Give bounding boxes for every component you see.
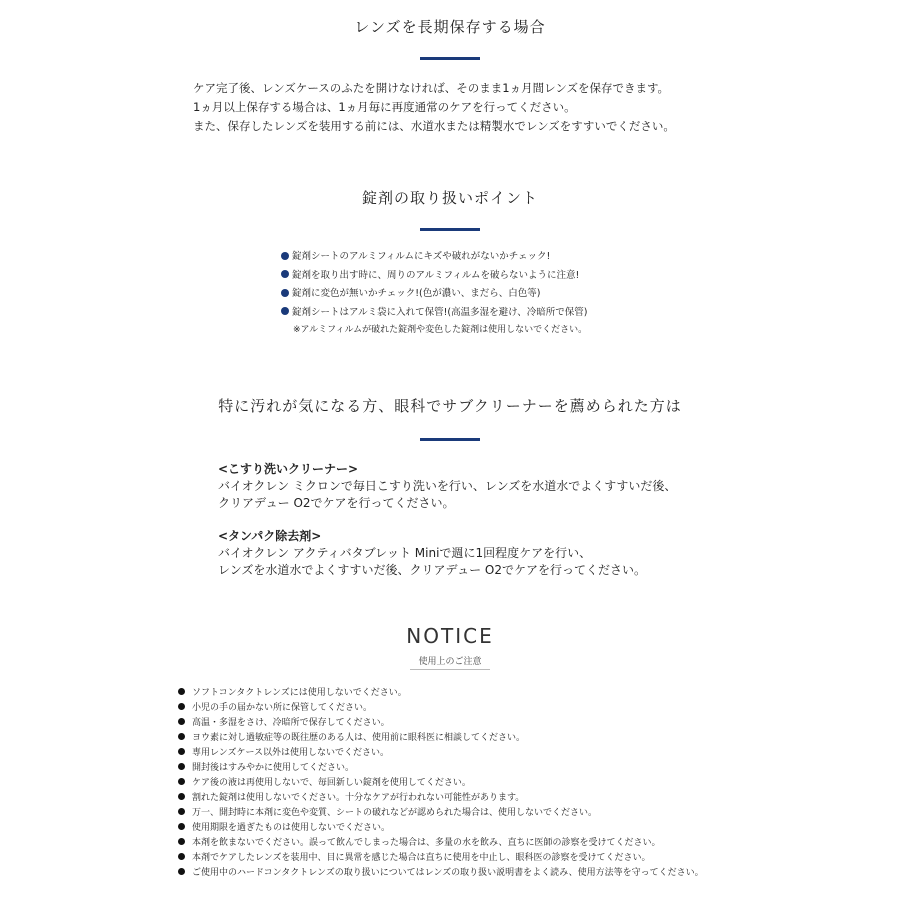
notice-item: 高温・多湿をさけ、冷暗所で保存してください。 bbox=[178, 716, 900, 731]
bullet-dot-icon bbox=[178, 778, 185, 785]
subcleaner-item-line: バイオクレン アクティバタブレット Miniで週に1回程度ケアを行い、 bbox=[218, 546, 592, 560]
bullet-dot-icon bbox=[281, 307, 289, 315]
bullet-dot-icon bbox=[178, 718, 185, 725]
subcleaner-title: 特に汚れが気になる方、眼科でサブクリーナーを薦められた方は bbox=[218, 397, 682, 415]
notice-item: 小児の手の届かない所に保管してください。 bbox=[178, 701, 900, 716]
subcleaner-item-line: クリアデュー O2でケアを行ってください。 bbox=[218, 496, 455, 510]
bullet-dot-icon bbox=[281, 270, 289, 278]
bullet-dot-icon bbox=[281, 252, 289, 260]
storage-line: 1ヵ月以上保存する場合は、1ヵ月毎に再度通常のケアを行ってください。 bbox=[193, 100, 576, 114]
tablet-title-rule bbox=[420, 228, 480, 231]
notice-title: NOTICE bbox=[406, 624, 494, 648]
bullet-dot-icon bbox=[178, 808, 185, 815]
bullet-dot-icon bbox=[178, 868, 185, 875]
tablet-title: 錠剤の取り扱いポイント bbox=[361, 189, 538, 207]
subcleaner-section bbox=[0, 395, 900, 579]
tablet-note: ※アルミフィルムが破れた錠剤や変色した錠剤は使用しないでください。 bbox=[293, 325, 588, 335]
notice-item: ケア後の液は再使用しないで、毎回新しい錠剤を使用してください。 bbox=[178, 776, 900, 791]
subcleaner-item bbox=[218, 528, 900, 579]
storage-title: レンズを長期保存する場合 bbox=[354, 18, 546, 36]
notice-item: 万一、開封時に本剤に変色や変質、シートの破れなどが認められた場合は、使用しないでください。 bbox=[178, 806, 900, 821]
notice-item: 専用レンズケース以外は使用しないでください。 bbox=[178, 746, 900, 761]
tablet-bullet: 錠剤を取り出す時に、周りのアルミフィルムを破らないように注意! bbox=[281, 267, 900, 286]
bullet-dot-icon bbox=[178, 763, 185, 770]
bullet-dot-icon bbox=[178, 733, 185, 740]
subcleaner-item-line: レンズを水道水でよくすすいだ後、クリアデュー O2でケアを行ってください。 bbox=[218, 563, 646, 577]
bullet-dot-icon bbox=[178, 793, 185, 800]
bullet-dot-icon bbox=[178, 853, 185, 860]
notice-item: 本剤でケアしたレンズを装用中、目に異常を感じた場合は直ちに使用を中止し、眼科医の診察を受けてください。 bbox=[178, 851, 900, 866]
notice-item: ご使用中のハードコンタクトレンズの取り扱いについてはレンズの取り扱い説明書をよく読み、使用方法等を守ってください。 bbox=[178, 866, 900, 881]
bullet-dot-icon bbox=[281, 289, 289, 297]
tablet-bullet: 錠剤シートはアルミ袋に入れて保管!(高温多湿を避け、冷暗所で保管) bbox=[281, 304, 900, 323]
storage-paragraph bbox=[193, 79, 900, 136]
tablet-bullet: 錠剤シートのアルミフィルムにキズや破れがないかチェック! bbox=[281, 248, 900, 267]
subcleaner-item-line: バイオクレン ミクロンで毎日こすり洗いを行い、レンズを水道水でよくすすいだ後、 bbox=[218, 479, 677, 493]
notice-item: 開封後はすみやかに使用してください。 bbox=[178, 761, 900, 776]
notice-item: 本剤を飲まないでください。誤って飲んでしまった場合は、多量の水を飲み、直ちに医師の診察を受けてください。 bbox=[178, 836, 900, 851]
notice-item: 割れた錠剤は使用しないでください。十分なケアが行われない可能性があります。 bbox=[178, 791, 900, 806]
bullet-dot-icon bbox=[178, 688, 185, 695]
notice-subtitle: 使用上のご注意 bbox=[0, 654, 900, 667]
storage-line: ケア完了後、レンズケースのふたを開けなければ、そのまま1ヵ月間レンズを保存できます。 bbox=[193, 81, 670, 95]
storage-title-rule bbox=[420, 57, 480, 60]
bullet-dot-icon bbox=[178, 823, 185, 830]
notice-item: ヨウ素に対し過敏症等の既往歴のある人は、使用前に眼科医に相談してください。 bbox=[178, 731, 900, 746]
bullet-dot-icon bbox=[178, 748, 185, 755]
notice-section bbox=[0, 624, 900, 881]
subcleaner-title-rule bbox=[420, 438, 480, 441]
storage-section bbox=[0, 16, 900, 136]
bullet-dot-icon bbox=[178, 838, 185, 845]
notice-list bbox=[178, 686, 900, 881]
subcleaner-item-heading: <タンパク除去剤> bbox=[218, 529, 322, 543]
tablet-bullet-list bbox=[281, 248, 900, 338]
subcleaner-item-heading: <こすり洗いクリーナー> bbox=[218, 462, 359, 476]
storage-line: また、保存したレンズを装用する前には、水道水または精製水でレンズをすすいでください。 bbox=[193, 119, 675, 133]
tablet-bullet: 錠剤に変色が無いかチェック!(色が濃い、まだら、白色等) bbox=[281, 285, 900, 304]
notice-item: ソフトコンタクトレンズには使用しないでください。 bbox=[178, 686, 900, 701]
bullet-dot-icon bbox=[178, 703, 185, 710]
notice-item: 使用期限を過ぎたものは使用しないでください。 bbox=[178, 821, 900, 836]
tablet-section bbox=[0, 187, 900, 338]
subcleaner-item bbox=[218, 461, 900, 512]
